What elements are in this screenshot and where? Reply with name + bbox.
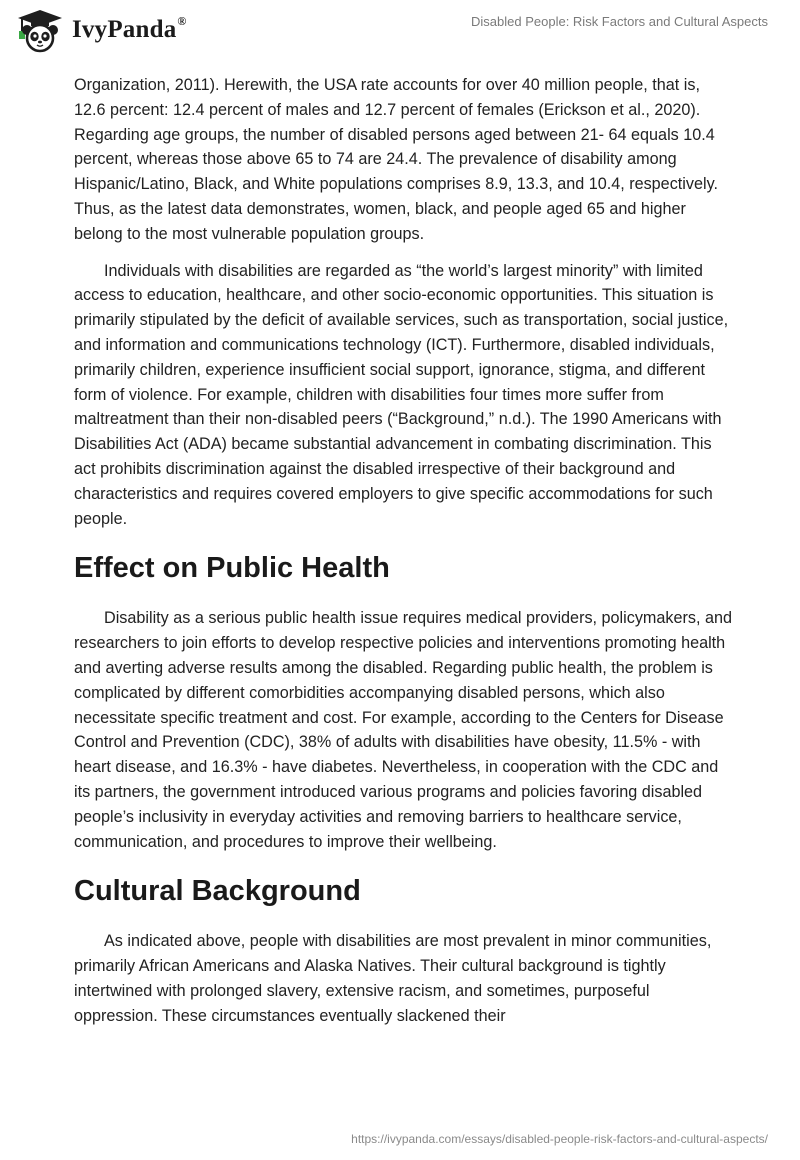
- registered-mark: ®: [177, 13, 187, 28]
- paragraph-cultural-background: As indicated above, people with disabilities are most prevalent in minor communities, primarily African Americans and Alaska Natives. Their cultural background is tightly intertwined with prolonged slavery, extensive racism, and sometimes, purposeful oppression. These circumstances eventually slackened their: [74, 932, 712, 1025]
- source-url[interactable]: https://ivypanda.com/essays/disabled-people-risk-factors-and-cultural-aspects/: [351, 1132, 768, 1146]
- brand-name-text: IvyPanda: [72, 16, 177, 43]
- paragraph-public-health: Disability as a serious public health issue requires medical providers, policymakers, and researchers to join efforts to develop respective policies and interventions promoting health and averting adverse results among the disabled. Regarding public health, the problem is complicated by different comorbidities accompanying disabled persons, which also necessitate specific treatment and cost. For example, according to the Centers for Disease Control and Prevention (CDC), 38% of adults with disabilities have obesity, 11.5% - with heart disease, and 16.3% - have diabetes. Nevertheless, in cooperation with the CDC and its partners, the government introduced various programs and policies favoring disabled people’s inclusivity in everyday activities and removing barriers to healthcare service, communication, and procedures to improve their wellbeing.: [74, 609, 733, 851]
- heading-cultural-background: Cultural Background: [74, 875, 361, 908]
- panda-graduate-icon: [14, 8, 66, 54]
- essay-content: [74, 73, 734, 1041]
- brand-name: [72, 13, 187, 44]
- page-header: [0, 0, 800, 70]
- heading-effect-on-public-health: Effect on Public Health: [74, 552, 390, 585]
- paragraph-largest-minority: Individuals with disabilities are regarded as “the world’s largest minority” with limited access to education, healthcare, and other socio-economic opportunities. This situation is primarily stipulated by the deficit of available services, such as transportation, social justice, and information and communications technology (ICT). Furthermore, disabled individuals, primarily children, experience insufficient social support, ignorance, stigma, and different form of violence. For example, children with disabilities four times more suffer from maltreatment than their non-disabled peers (“Background,” n.d.). The 1990 Americans with Disabilities Act (ADA) became substantial advancement in combating discrimination. This act prohibits discrimination against the disabled irrespective of their background and characteristics and requires covered employers to give specific accommodations for such people.: [74, 261, 729, 528]
- paragraph-statistics: Organization, 2011). Herewith, the USA rate accounts for over 40 million people, that is, 12.6 percent: 12.4 percent of males and 12.7 percent of females (Erickson et al., 2020). Regarding age groups, the number of disabled persons aged between 21- 64 equals 10.4 percent, whereas those above 65 to 74 are 24.4. The prevalence of disability among Hispanic/Latino, Black, and White populations comprises 8.9, 13.3, and 10.4, respectively. Thus, as the latest data demonstrates, women, black, and people aged 65 and higher belong to the most vulnerable population groups.: [74, 76, 718, 243]
- brand-logo[interactable]: [14, 8, 187, 54]
- document-title: Disabled People: Risk Factors and Cultural Aspects: [471, 14, 768, 29]
